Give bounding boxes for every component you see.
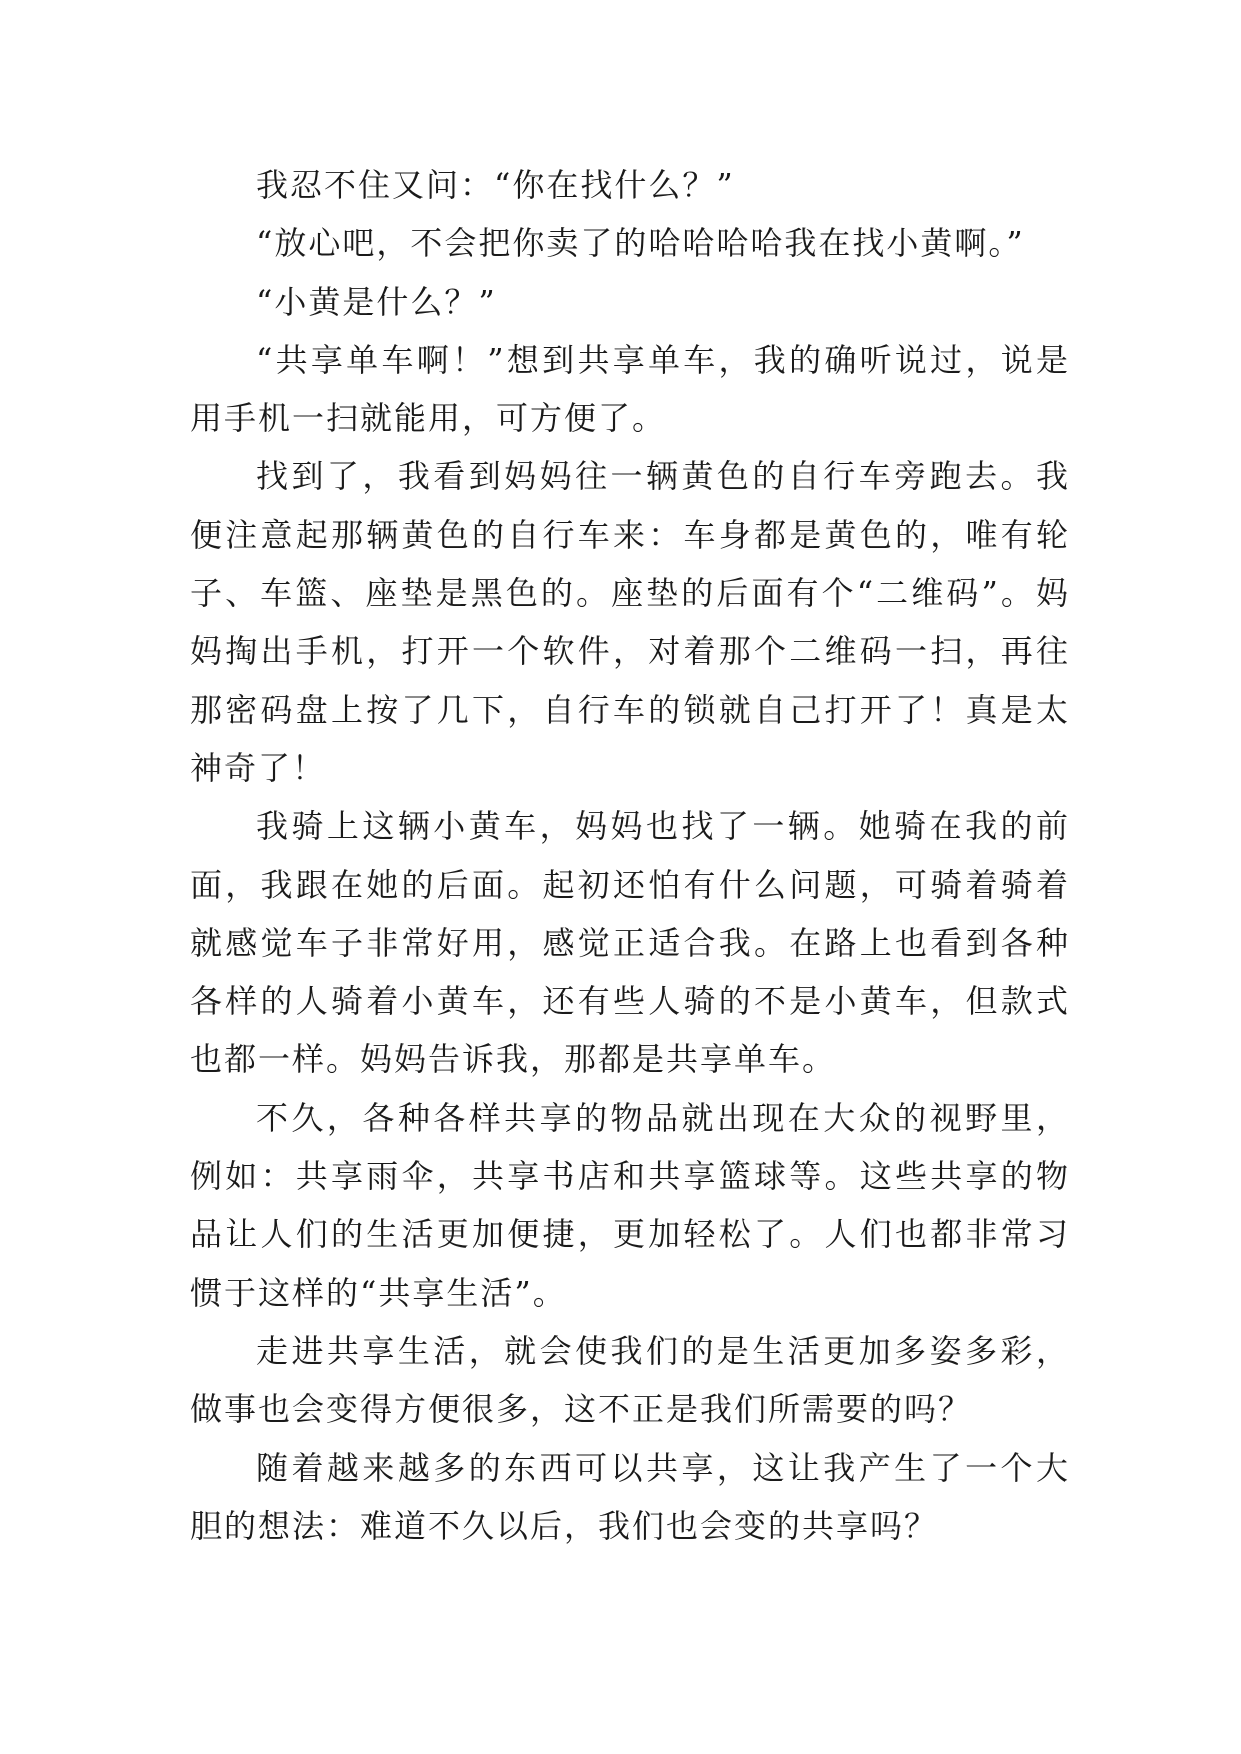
paragraph-3: “小黄是什么？”	[256, 282, 497, 321]
paragraph-2: “放心吧，不会把你卖了的哈哈哈哈我在找小黄啊。”	[256, 224, 1025, 263]
paragraph-5: 找到了，我看到妈妈往一辆黄色的自行车旁跑去。我便注意起那辆黄色的自行车来：车身都是黄色的，唯有轮子、车篮、座垫是黑色的。座垫的后面有个“二维码”。妈妈掏出手机，打开一个软件，对着那个二维码一扫，再往那密码盘上按了几下，自行车的锁就自己打开了！真是太神奇了！	[190, 457, 1070, 787]
paragraph-7: 不久，各种各样共享的物品就出现在大众的视野里，例如：共享雨伞，共享书店和共享篮球等。这些共享的物品让人们的生活更加便捷，更加轻松了。人们也都非常习惯于这样的“共享生活”。	[190, 1098, 1070, 1312]
paragraph-1: 我忍不住又问：“你在找什么？”	[256, 166, 735, 204]
paragraph-8: 走进共享生活，就会使我们的是生活更加多姿多彩，做事也会变得方便很多，这不正是我们所需要的吗？	[190, 1331, 1070, 1429]
paragraph-6: 我骑上这辆小黄车，妈妈也找了一辆。她骑在我的前面，我跟在她的后面。起初还怕有什么问题，可骑着骑着就感觉车子非常好用，感觉正适合我。在路上也看到各种各样的人骑着小黄车，还有些人骑的不是小黄车，但款式也都一样。妈妈告诉我，那都是共享单车。	[190, 807, 1070, 1079]
paragraph-9: 随着越来越多的东西可以共享，这让我产生了一个大胆的想法：难道不久以后，我们也会变的共享吗？	[190, 1448, 1070, 1545]
document-body	[190, 156, 1070, 1555]
paragraph-4: “共享单车啊！”想到共享单车，我的确听说过，说是用手机一扫就能用，可方便了。	[190, 340, 1070, 438]
